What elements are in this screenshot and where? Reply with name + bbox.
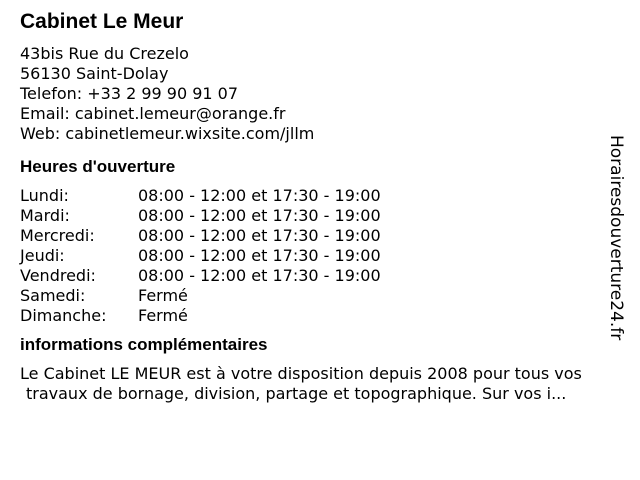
contact-block: [20, 44, 620, 144]
hours-day: Mardi:: [20, 206, 70, 225]
hours-day: Jeudi:: [20, 246, 65, 265]
hours-row-thursday: [20, 246, 620, 266]
hours-time: Fermé: [138, 286, 188, 305]
description-line-2: travaux de bornage, division, partage et topographique. Sur vos i...: [26, 384, 567, 403]
hours-day: Mercredi:: [20, 226, 95, 245]
hours-time: 08:00 - 12:00 et 17:30 - 19:00: [138, 186, 381, 205]
hours-time: Fermé: [138, 306, 188, 325]
hours-row-friday: [20, 266, 620, 286]
hours-row-tuesday: [20, 206, 620, 226]
opening-hours-table: [20, 186, 620, 326]
hours-row-saturday: [20, 286, 620, 306]
address-line-2: 56130 Saint-Dolay: [20, 64, 169, 83]
web-line: Web: cabinetlemeur.wixsite.com/jllm: [20, 124, 315, 143]
hours-row-wednesday: [20, 226, 620, 246]
phone-line: Telefon: +33 2 99 90 91 07: [20, 84, 239, 103]
opening-hours-heading: Heures d'ouverture: [20, 157, 176, 176]
additional-info-text: [20, 364, 620, 404]
hours-time: 08:00 - 12:00 et 17:30 - 19:00: [138, 226, 381, 245]
hours-time: 08:00 - 12:00 et 17:30 - 19:00: [138, 206, 381, 225]
hours-day: Dimanche:: [20, 306, 107, 325]
hours-row-sunday: [20, 306, 620, 326]
hours-time: 08:00 - 12:00 et 17:30 - 19:00: [138, 266, 381, 285]
additional-info-heading: informations complémentaires: [20, 335, 268, 354]
email-line: Email: cabinet.lemeur@orange.fr: [20, 104, 286, 123]
description-line-1: Le Cabinet LE MEUR est à votre disposition depuis 2008 pour tous vos: [20, 364, 582, 383]
address-line-1: 43bis Rue du Crezelo: [20, 44, 189, 63]
hours-day: Samedi:: [20, 286, 86, 305]
business-card: [20, 10, 620, 404]
hours-day: Lundi:: [20, 186, 69, 205]
site-watermark: Horairesdouverture24.fr: [606, 135, 626, 341]
business-name: Cabinet Le Meur: [20, 10, 184, 33]
hours-row-monday: [20, 186, 620, 206]
hours-day: Vendredi:: [20, 266, 96, 285]
hours-time: 08:00 - 12:00 et 17:30 - 19:00: [138, 246, 381, 265]
